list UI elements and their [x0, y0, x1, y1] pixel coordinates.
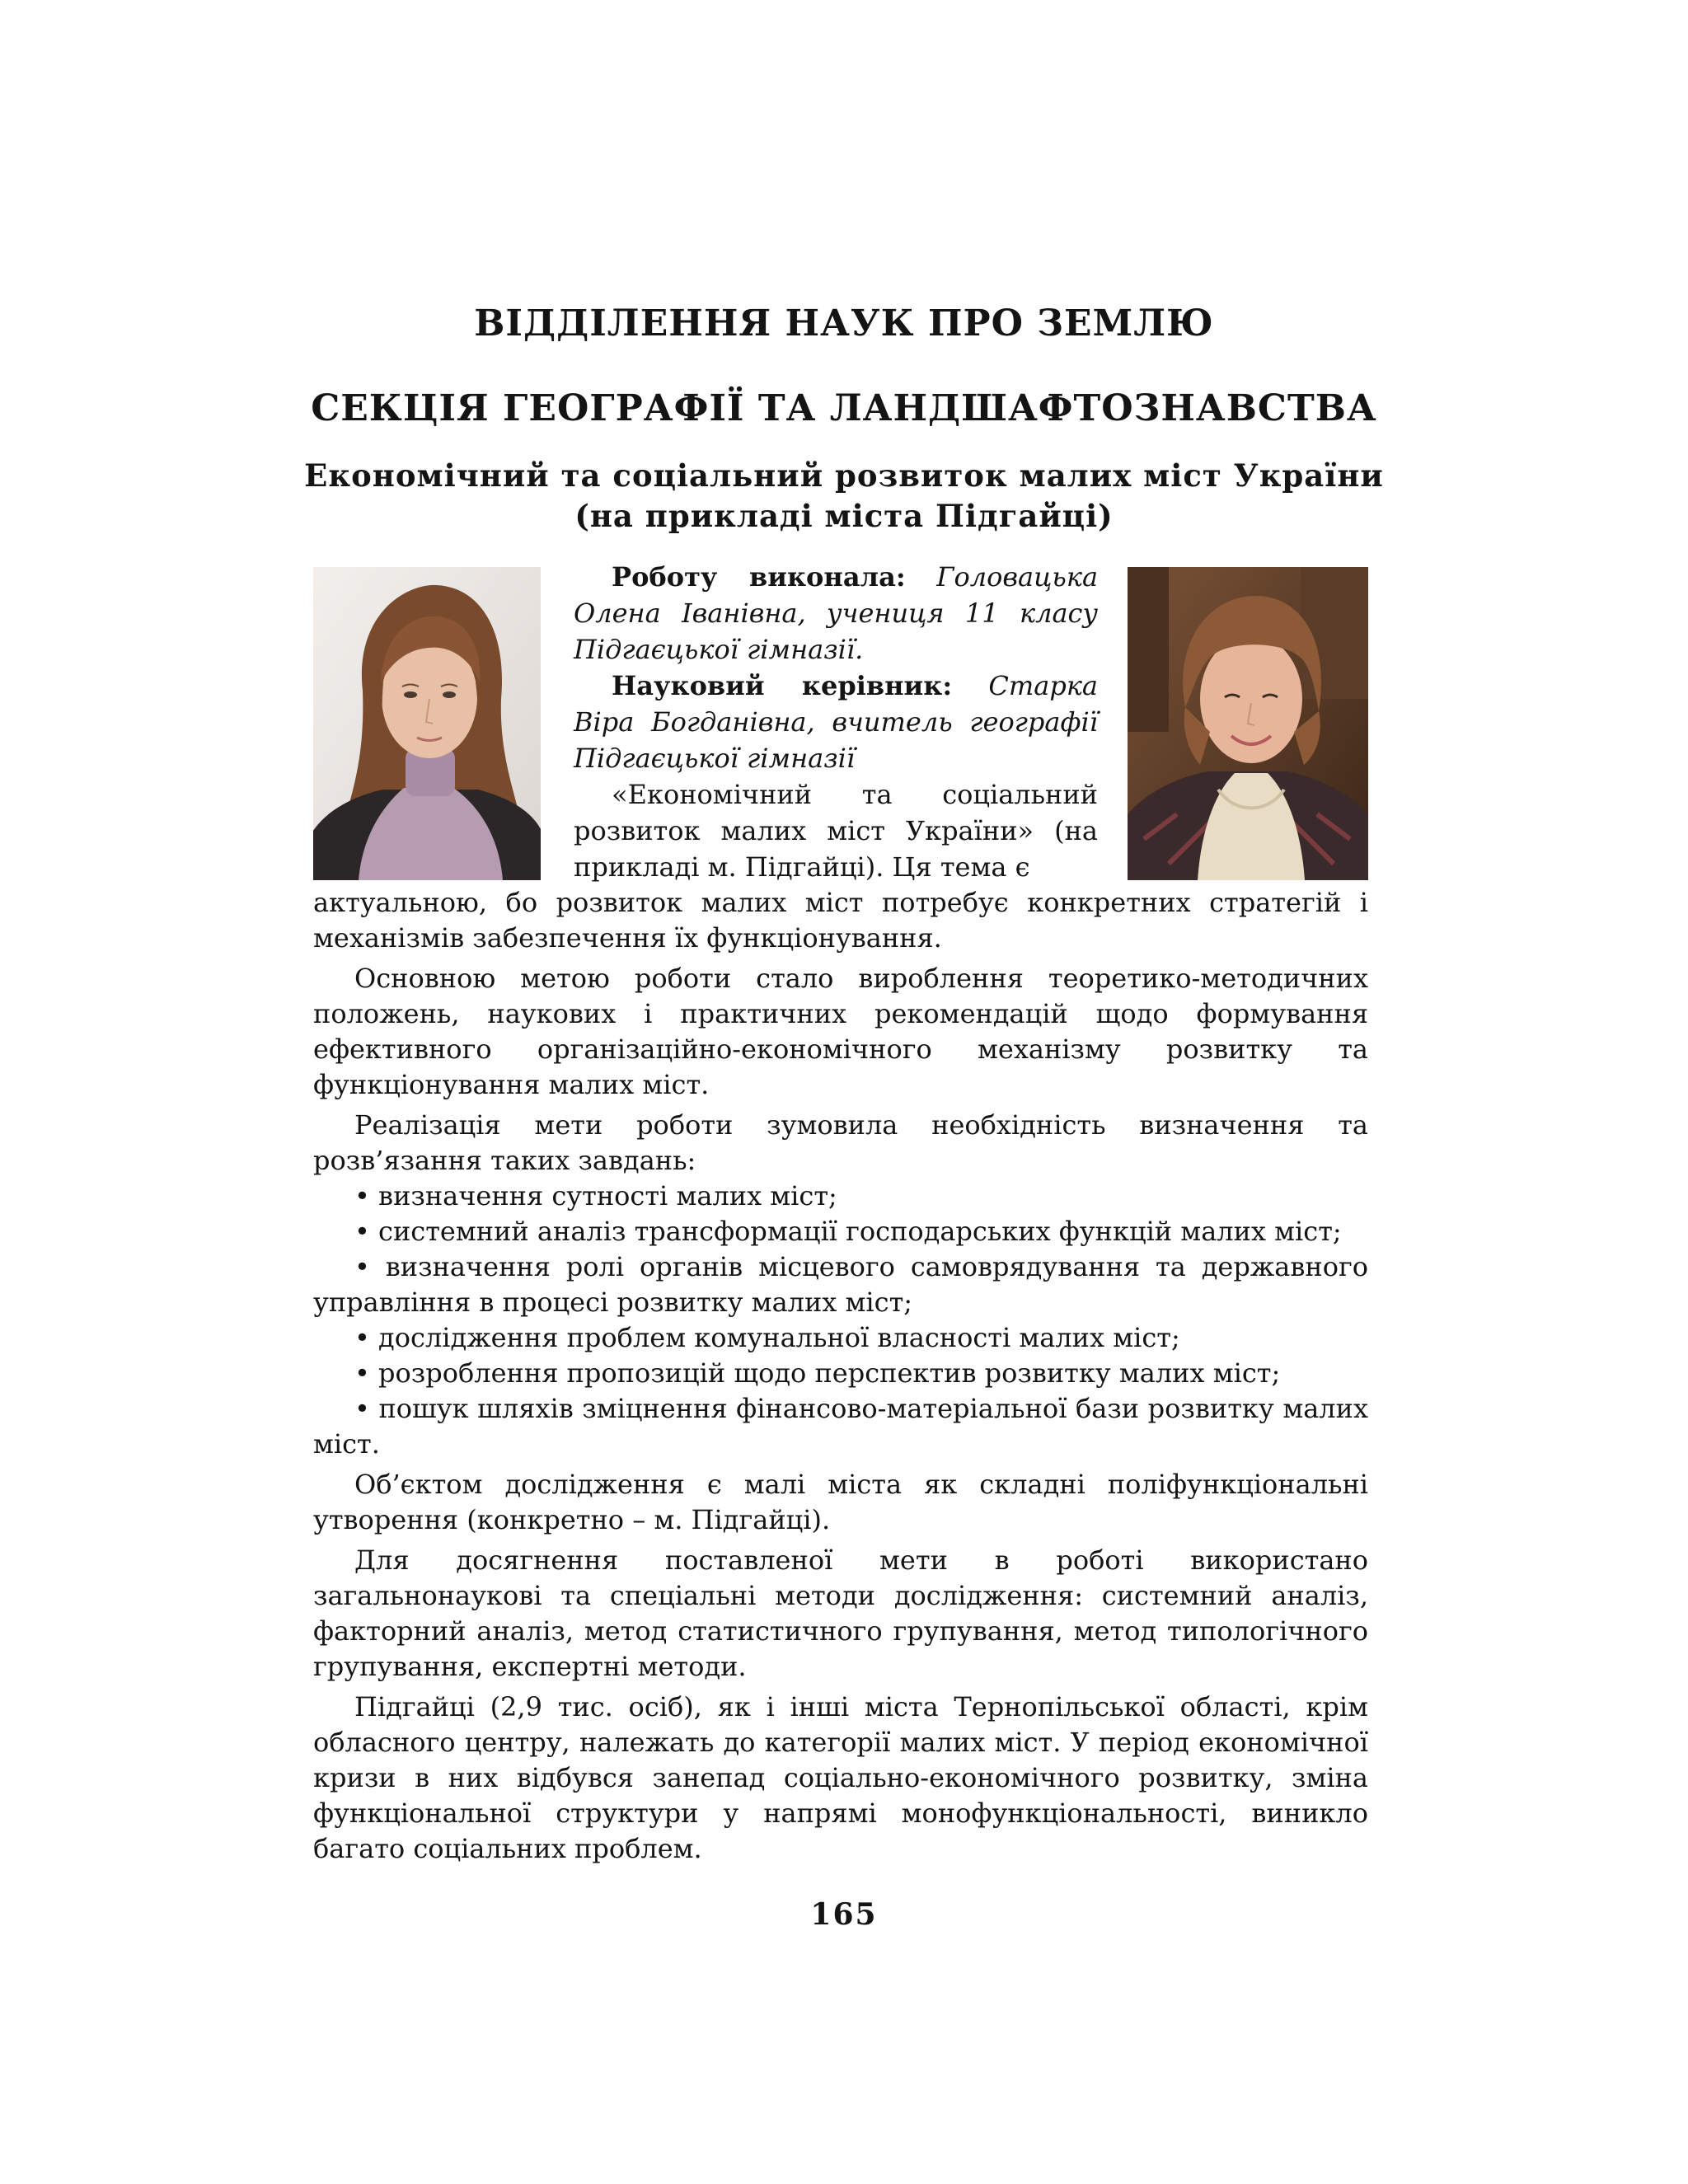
paragraph-object: Об’єктом дослідження є малі міста як складні поліфункціональні утворення (конкретно – м. Підгайці).	[313, 1469, 1368, 1535]
supervisor-label: Науковий керівник:	[612, 670, 953, 701]
page-number: 165	[810, 1897, 878, 1932]
supervisor-paragraph	[574, 668, 1098, 776]
supervisor-portrait-photo	[1128, 567, 1368, 880]
list-item: • пошук шляхів зміцнення фінансово-матеріальної бази розвитку малих міст.	[313, 1393, 1368, 1460]
author-text: Головацька Олена Іванівна, учениця 11 класу Підгаєцької гімназії.	[574, 561, 1099, 665]
paragraph-pidhaitsi: Підгайці (2,9 тис. осіб), як і інші міста Тернопільської області, крім обласного центру, належать до категорії малих міст. У період економічної кризи в них відбувся занепад соціально-економічного розвитку, зміна функціональної структури у напрямі монофункціональності, виникло багато соціальних проблем.	[313, 1691, 1368, 1864]
department-heading: ВІДДІЛЕННЯ НАУК ПРО ЗЕМЛЮ	[474, 302, 1214, 344]
author-paragraph	[574, 559, 1098, 668]
article-title	[0, 456, 1688, 537]
article-title-line-2: (на прикладі міста Підгайці)	[574, 498, 1114, 534]
list-item: • визначення сутності малих міст;	[354, 1180, 837, 1212]
article-title-line-1: Економічний та соціальний розвиток малих міст України	[304, 457, 1384, 494]
list-item: • визначення ролі органів місцевого самоврядування та державного управління в процесі розвитку малих міст;	[313, 1251, 1368, 1318]
topic-paragraph: «Економічний та соціальний розвиток малих міст України» (на прикладі м. Підгайці). Ця тема є	[574, 779, 1098, 883]
paragraph-goal: Основною метою роботи стало вироблення теоретико-методичних положень, наукових і практичних рекомендацій щодо формування ефективного організаційно-економічного механізму розвитку та функціонування малих міст.	[313, 963, 1368, 1100]
intro-block	[574, 559, 1098, 885]
student-portrait-photo	[313, 567, 541, 880]
section-heading: СЕКЦІЯ ГЕОГРАФІЇ ТА ЛАНДШАФТОЗНАВСТВА	[311, 387, 1377, 429]
body-text	[313, 885, 1368, 1867]
paragraph-topic-continued: актуальною, бо розвиток малих міст потребує конкретних стратегій і механізмів забезпечення їх функціонування.	[313, 887, 1368, 954]
list-item: • системний аналіз трансформації господарських функцій малих міст;	[354, 1216, 1342, 1247]
list-item: • дослідження проблем комунальної власності малих міст;	[354, 1322, 1180, 1353]
paragraph-tasks-intro: Реалізація мети роботи зумовила необхідність визначення та розв’язання таких завдань:	[313, 1109, 1368, 1176]
supervisor-text: Старка Віра Богданівна, вчитель географії Підгаєцької гімназії	[574, 670, 1098, 774]
list-item: • розроблення пропозицій щодо перспектив розвитку малих міст;	[354, 1357, 1281, 1389]
paragraph-methods: Для досягнення поставленої мети в роботі використано загальнонаукові та спеціальні методи дослідження: системний аналіз, факторний аналіз, метод статистичного групування, метод типологічного групування, експертні методи.	[313, 1544, 1368, 1682]
author-label: Роботу виконала:	[612, 561, 906, 593]
